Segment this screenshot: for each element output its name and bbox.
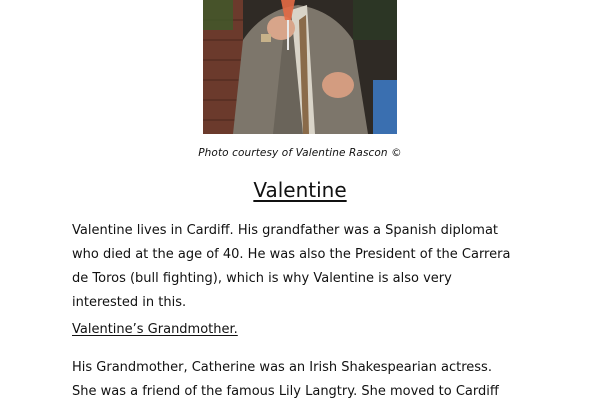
grandmother-paragraph: [72, 356, 542, 404]
intro-paragraph: [72, 219, 542, 315]
portrait-photo-image: [203, 0, 397, 134]
paragraph-line: interested in this.: [72, 295, 187, 310]
paragraph-line: de Toros (bull fighting), which is why Valentine is also very: [72, 271, 452, 286]
portrait-photo: [203, 0, 397, 134]
paragraph-line: Valentine lives in Cardiff. His grandfather was a Spanish diplomat: [72, 223, 499, 238]
section-heading-grandmother: Valentine’s Grandmother.: [72, 322, 238, 337]
paragraph-line: His Grandmother, Catherine was an Irish Shakespearian actress.: [72, 360, 492, 375]
paragraph-line: who died at the age of 40. He was also the President of the Carrera: [72, 247, 511, 262]
page-title: Valentine: [253, 178, 347, 202]
photo-caption: Photo courtesy of Valentine Rascon ©: [198, 147, 402, 159]
paragraph-line: She was a friend of the famous Lily Langtry. She moved to Cardiff: [72, 384, 499, 399]
